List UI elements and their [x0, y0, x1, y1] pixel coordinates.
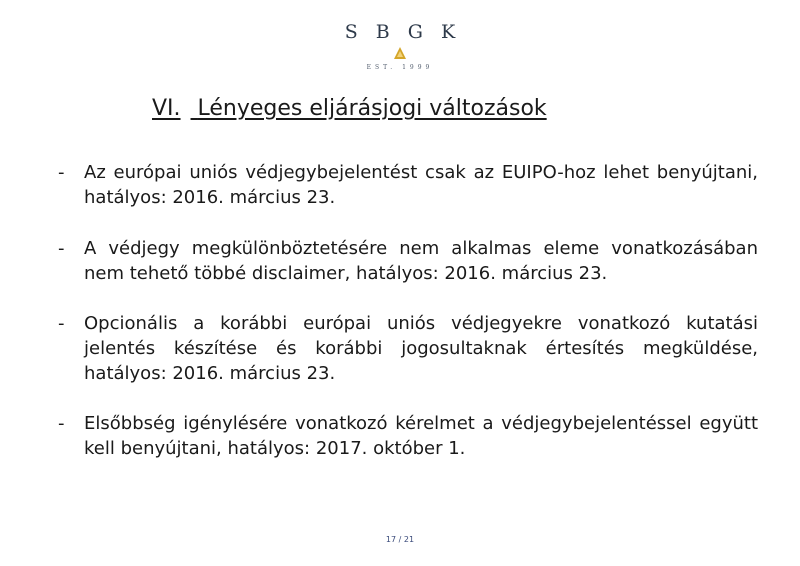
bullet-item [58, 160, 758, 210]
bullet-text: A védjegy megkülönböztetésére nem alkalmas eleme vonatkozásában nem tehető többé disclaimer, hatályos: 2016. március 23. [84, 238, 758, 284]
title-text: Lényeges eljárásjogi változások [197, 96, 547, 121]
bullet-dash: - [58, 313, 65, 334]
page-number: 17 / 21 [385, 535, 415, 544]
bullet-list [58, 160, 758, 461]
bullet-dash: - [58, 162, 65, 183]
triangle-logo-icon [393, 46, 407, 60]
logo-letters: S B G K [344, 21, 456, 43]
bullet-item [58, 311, 758, 386]
bullet-item [58, 236, 758, 286]
bullet-text: Opcionális a korábbi európai uniós védjegyekre vonatkozó kutatási jelentés készítése és korábbi jogosultaknak értesítés megküldése, hatályos: 2016. március 23. [84, 313, 758, 384]
bullet-text: Az európai uniós védjegybejelentést csak az EUIPO-hoz lehet benyújtani, hatályos: 2016. március 23. [84, 162, 758, 208]
sbgk-logo [300, 18, 500, 78]
section-number: VI. [152, 96, 181, 121]
logo-established: EST. 1999 [366, 64, 434, 71]
bullet-item [58, 411, 758, 461]
slide-title [152, 94, 547, 124]
bullet-text: Elsőbbség igénylésére vonatkozó kérelmet a védjegybejelentéssel együtt kell benyújtani, hatályos: 2017. október 1. [84, 413, 758, 459]
bullet-dash: - [58, 238, 65, 259]
bullet-dash: - [58, 413, 65, 434]
